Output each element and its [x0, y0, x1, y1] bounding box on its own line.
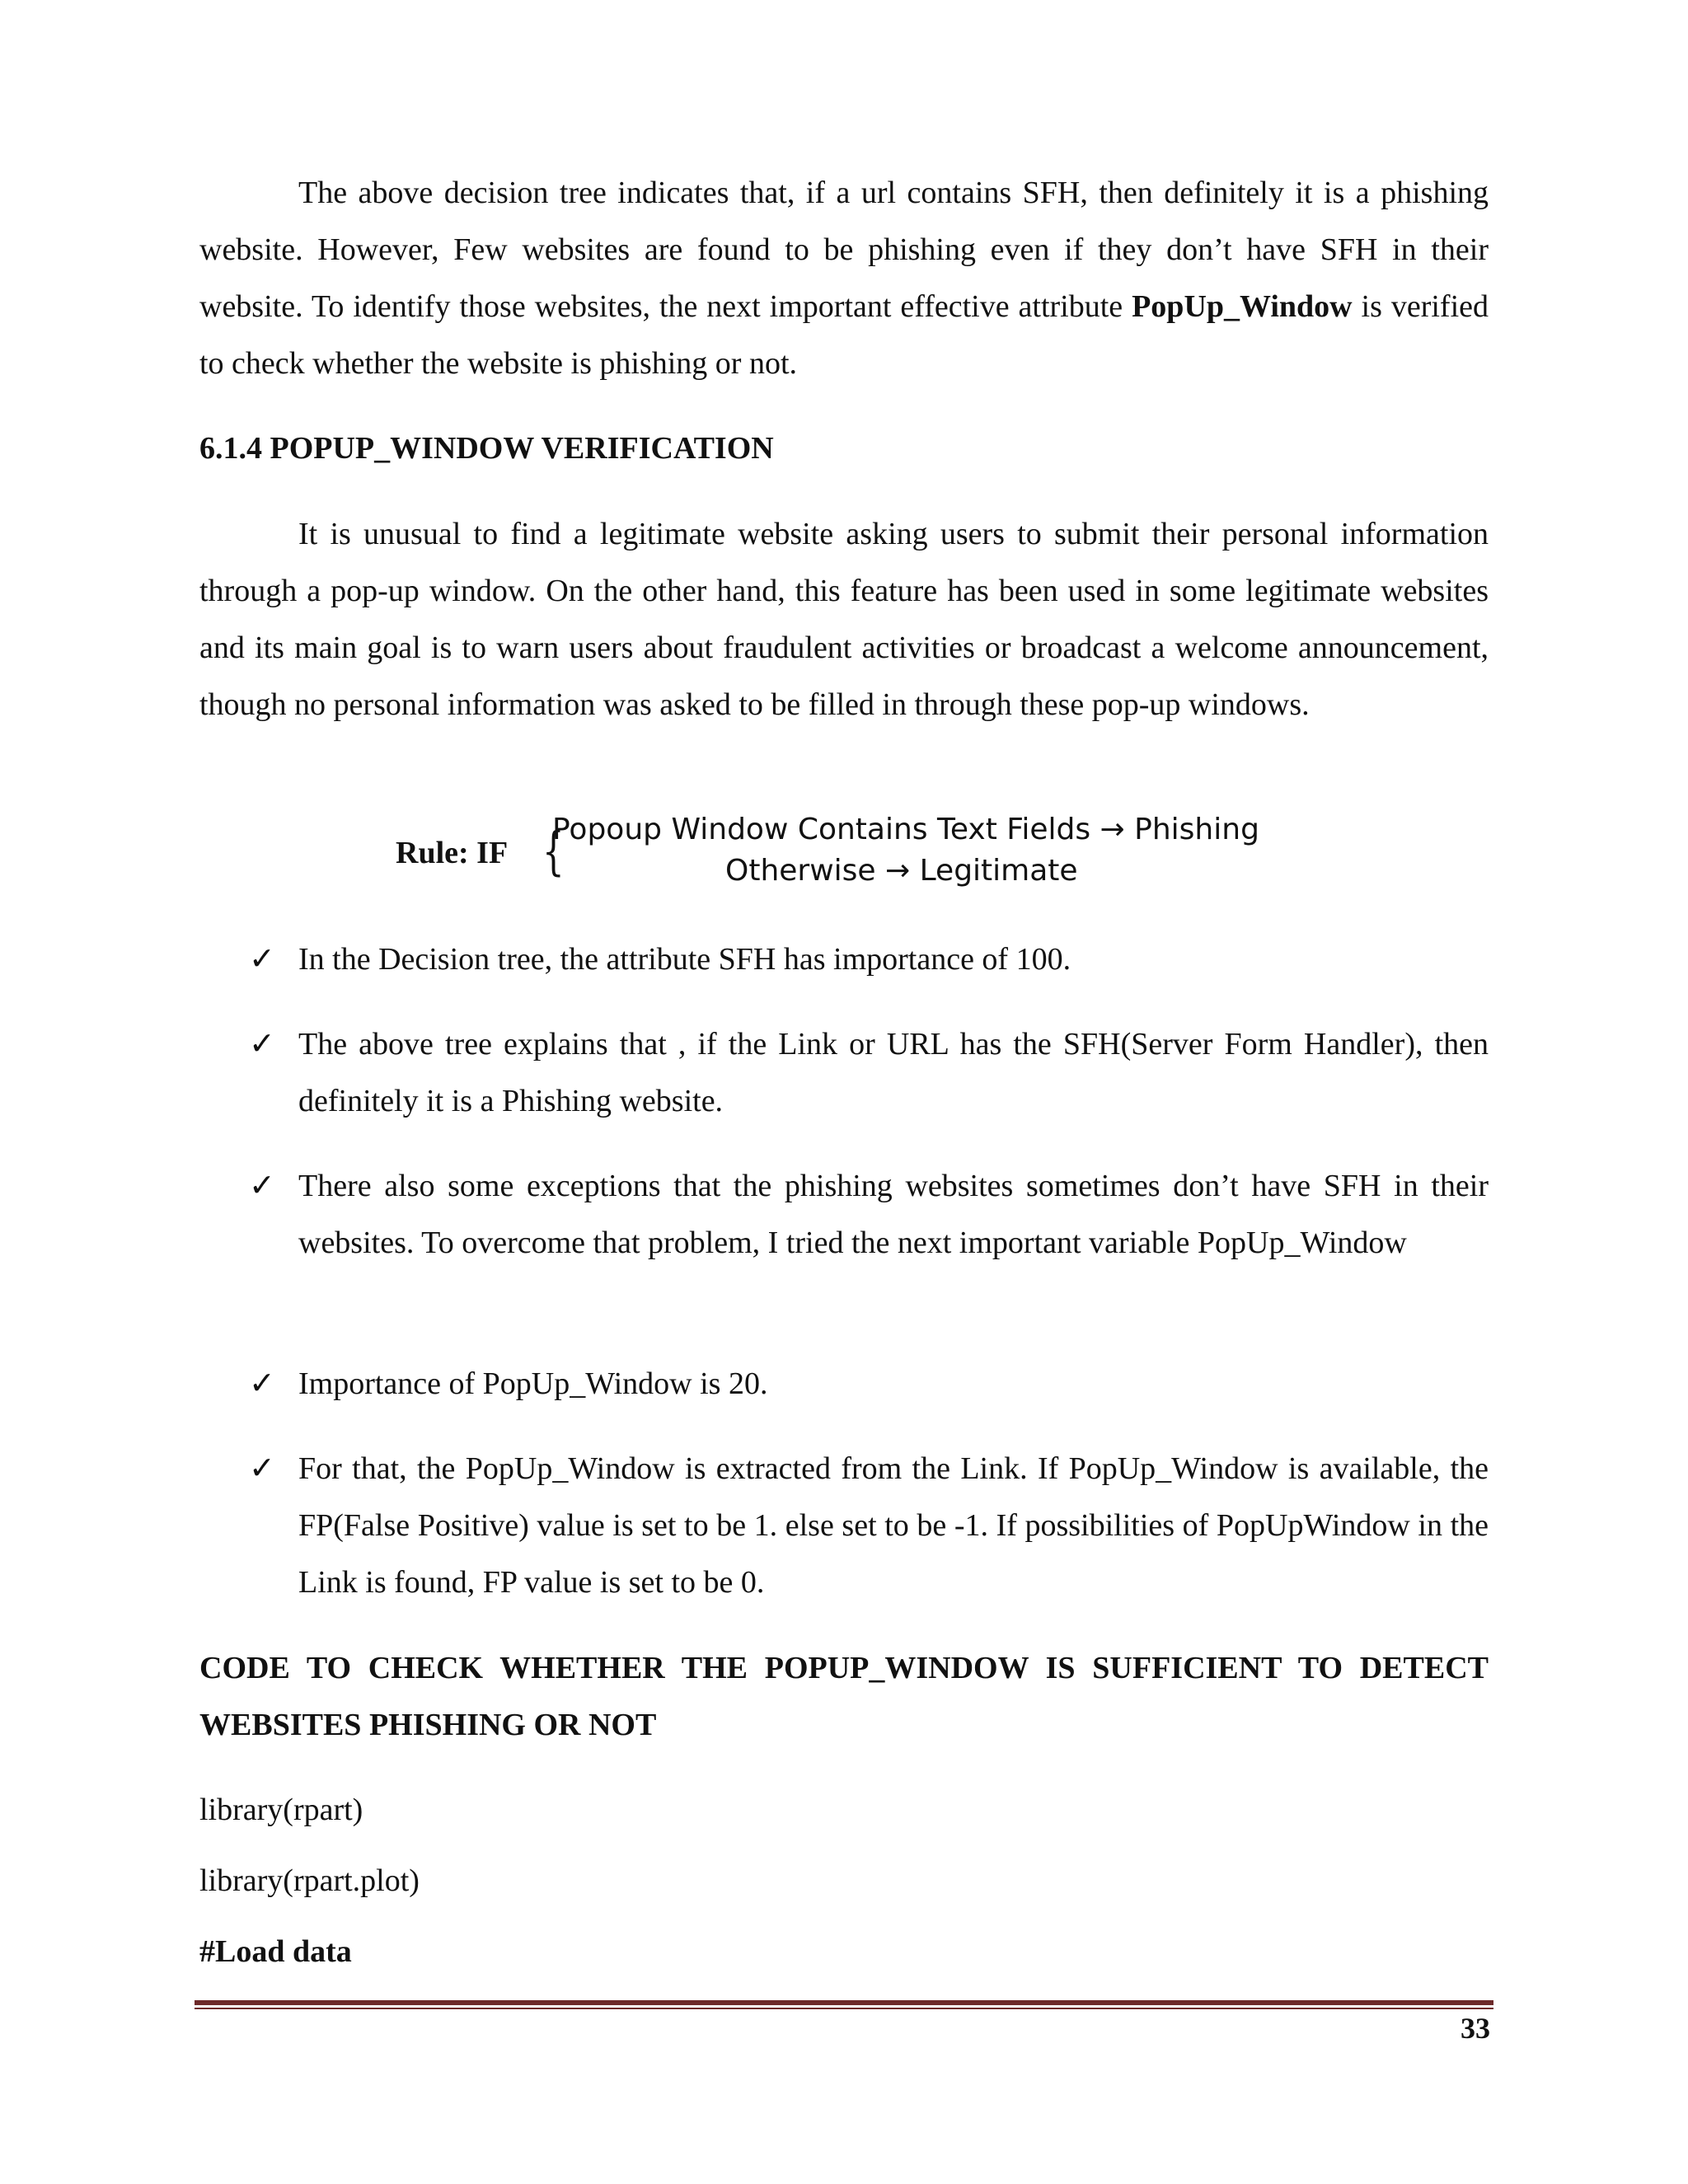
bullet-item: The above tree explains that , if the Link or URL has the SFH(Server Form Handler), then definitely it is a Phishing website.: [298, 1027, 1489, 1118]
rule-formula: [396, 808, 1302, 898]
check-icon: ✓: [249, 1169, 275, 1203]
rule-label: Rule: IF: [396, 836, 509, 870]
bullet-item: There also some exceptions that the phishing websites sometimes don’t have SFH in their websites. To overcome that problem, I tried the next important variable PopUp_Window: [298, 1169, 1489, 1260]
page-number: 33: [1461, 2012, 1490, 2045]
footer-divider-thin: [195, 2008, 1493, 2009]
rule-phishing-case: Popoup Window Contains Text Fields → Phishing: [552, 813, 1259, 846]
check-icon: ✓: [249, 942, 275, 977]
bullet-item: In the Decision tree, the attribute SFH has importance of 100.: [298, 942, 1071, 977]
bullet-item: Importance of PopUp_Window is 20.: [298, 1366, 768, 1401]
paragraph-intro-text-end: is verified to check whether the website is phishing or not.: [199, 289, 1489, 381]
footer-divider: [195, 2000, 1493, 2005]
code-comment: #Load data: [199, 1934, 352, 1969]
paragraph-intro-text: The above decision tree indicates that, if a url contains SFH, then definitely it is a phishing website. However, Few websites are found to be phishing even if they don’t have SFH in their website. To identify those websites, the next important effective attribute: [199, 176, 1489, 324]
bullet-item: For that, the PopUp_Window is extracted from the Link. If PopUp_Window is available, the FP(False Positive) value is set to be 1. else set to be -1. If possibilities of PopUpWindow in the Link is found, FP value is set to be 0.: [298, 1451, 1489, 1600]
check-icon: ✓: [249, 1366, 275, 1401]
rule-brace: {: [542, 821, 565, 883]
paragraph-intro: [199, 165, 1489, 392]
code-heading: CODE TO CHECK WHETHER THE POPUP_WINDOW IS SUFFICIENT TO DETECT WEBSITES PHISHING OR NOT: [199, 1651, 1489, 1742]
check-icon: ✓: [249, 1027, 275, 1062]
rule-legitimate-case: Otherwise → Legitimate: [725, 854, 1078, 888]
code-line: library(rpart.plot): [199, 1863, 420, 1898]
section-heading: 6.1.4 POPUP_WINDOW VERIFICATION: [199, 431, 774, 466]
code-line: library(rpart): [199, 1793, 363, 1827]
paragraph-popup-description: It is unusual to find a legitimate website asking users to submit their personal information through a pop-up window. On the other hand, this feature has been used in some legitimate websites and its main goal is to warn users about fraudulent activities or broadcast a welcome announcement, though no personal information was asked to be filled in through these pop-up windows.: [199, 517, 1489, 722]
popup-window-term: PopUp_Window: [1132, 289, 1353, 324]
check-icon: ✓: [249, 1451, 275, 1486]
